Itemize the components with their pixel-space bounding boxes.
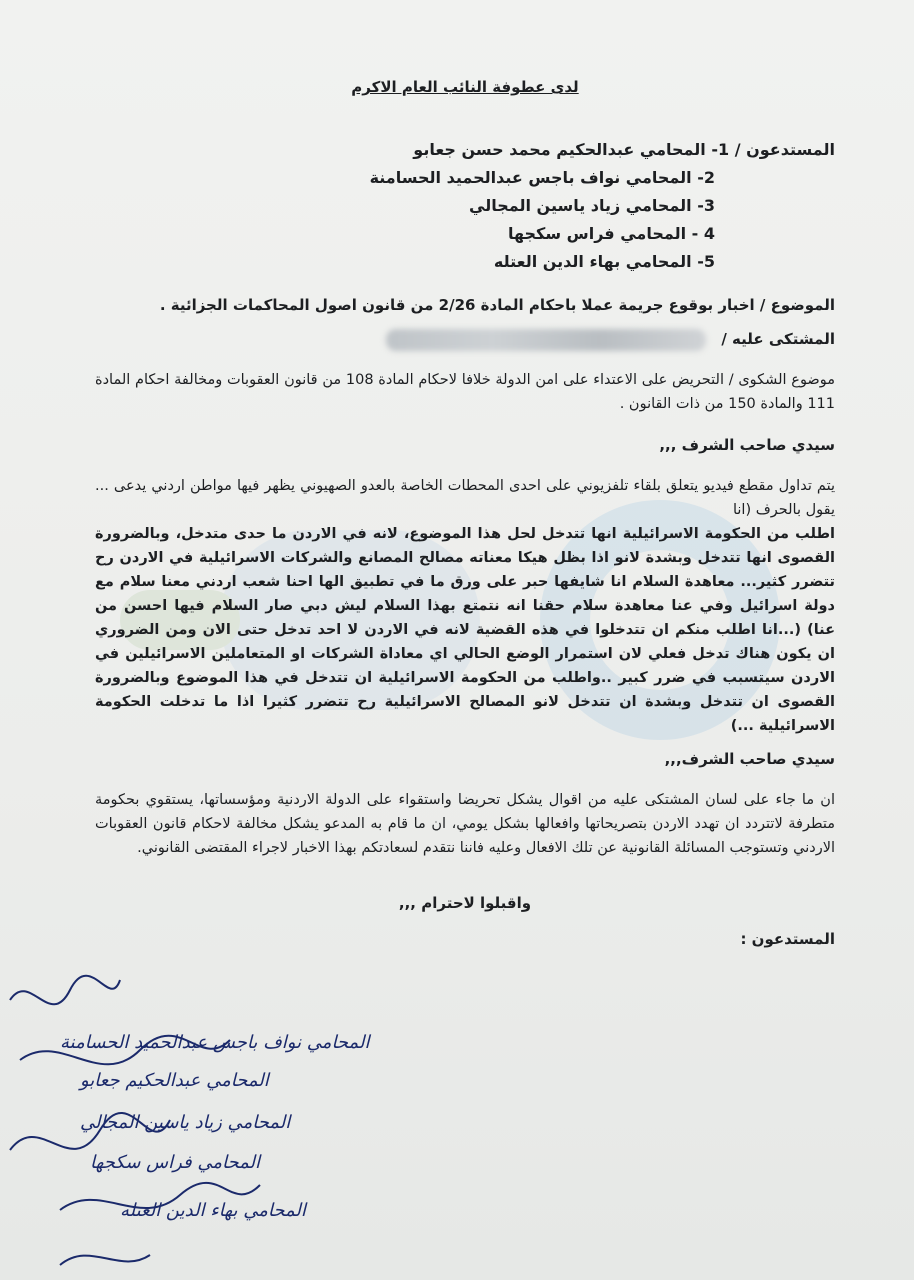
lawyer-line [95, 136, 835, 164]
salutation: سيدي صاحب الشرف ,,, [659, 436, 835, 454]
lawyer-line: 5- المحامي بهاء الدين العتله [493, 252, 715, 271]
lawyer-line: 2- المحامي نواف باجس عبدالحميد الحسامنة [369, 168, 715, 187]
signatures-area [0, 970, 914, 1280]
lawyer-line: 4 - المحامي فراس سكجها [507, 224, 715, 243]
complainants-label: المستدعون / [734, 140, 835, 159]
signers-label: المستدعون : [740, 930, 835, 948]
signature-3: المحامي زياد ياسين المجالي [80, 1112, 291, 1133]
conclusion-paragraph: ان ما جاء على لسان المشتكى عليه من اقوال يشكل تحريضا واستقواء على الدولة الاردنية ومؤسساتها، يستقوي بحكومة متطرفة لاتتردد ان تهدد الاردن بتصريحاتها وافعالها بشكل يومي، ان ما قام به المدعو يشكل مخالفة لاحكام قانون العقوبات الاردني وتستوجب المسائلة القانونية عن تلك الافعال وعليه فاننا نتقدم لسعادتكم بهذا الاخبار لاجراء المقتضى القانوني. [95, 792, 835, 856]
complaint-subject: موضوع الشكوى / التحريض على الاعتداء على امن الدولة خلافا لاحكام المادة 108 من قانون العقوبات ومخالفة احكام المادة 111 والمادة 150 من ذات القانون . [95, 372, 836, 412]
subject-line: الموضوع / اخبار بوقوع جريمة عملا باحكام المادة 2/26 من قانون اصول المحاكمات الجزائية . [159, 296, 835, 314]
signature-1: المحامي نواف باجس عبدالحميد الحسامنة [60, 1032, 370, 1053]
lawyer-name: 1- المحامي عبدالحكيم محمد حسن جعابو [413, 140, 730, 159]
salutation: سيدي صاحب الشرف,,, [664, 750, 835, 768]
signature-2: المحامي عبدالحكيم جعابو [80, 1070, 269, 1091]
quote-paragraph: اطلب من الحكومة الاسرائيلية انها تتدخل لحل هذا الموضوع، لانه في الاردن ما حدى متدخل، وبالضرورة القصوى انها تتدخل وبشدة لانو اذا بظل هيكا معناته مصالح المصانع والشركات الاسرائيلية في الاردن رح تتضرر كثير... معاهدة السلام انا شايفها حبر على ورق ما في تطبيق الها احنا شعب اردني معنا سلام مع دولة اسرائيل وفي عنا معاهدة سلام حقنا انه نتمتع بهذا السلام ليش دبي صار السلام فيها احسن من عنا) (...انا اطلب منكم ان تتدخلوا في هذه القضية لانه في الاردن لا احد تدخل حتى الان ومن الضروري ان يكون هناك تدخل فعلي لان استمرار الوضع الحالي اي معاداة الشركات او المتعاملين الاسرائيلين في الاردن سيتسبب في ضرر كبير ..واطلب من الحكومة الاسرائيلية ان تتدخل في هذا الموضوع وبالضرورة القصوى ان تتدخل وبشدة ان تتدخل لانو المصالح الاسرائيلية رح تتضرر كثيرا اذا ما تدخلت الحكومة الاسرائيلية ...) [95, 526, 835, 734]
redacted-name [386, 329, 706, 351]
defendant-line [95, 326, 835, 352]
letter-body [95, 70, 835, 948]
defendant-label: المشتكى عليه / [721, 330, 835, 348]
closing-line: واقبلوا لاحترام ,,, [398, 894, 532, 912]
complainants-block [95, 136, 835, 276]
intro-paragraph: يتم تداول مقطع فيديو يتعلق بلقاء تلفزيوني على احدى المحطات الخاصة بالعدو الصهيوني يظهر فيها مواطن اردني يدعى ... يقول بالحرف (انا [95, 478, 835, 518]
signature-4: المحامي فراس سكجها [90, 1152, 261, 1173]
letter-heading: لدى عطوفة النائب العام الاكرم [351, 78, 579, 96]
signature-5: المحامي بهاء الدين العتله [120, 1200, 306, 1221]
lawyer-line: 3- المحامي زياد ياسين المجالي [469, 196, 715, 215]
